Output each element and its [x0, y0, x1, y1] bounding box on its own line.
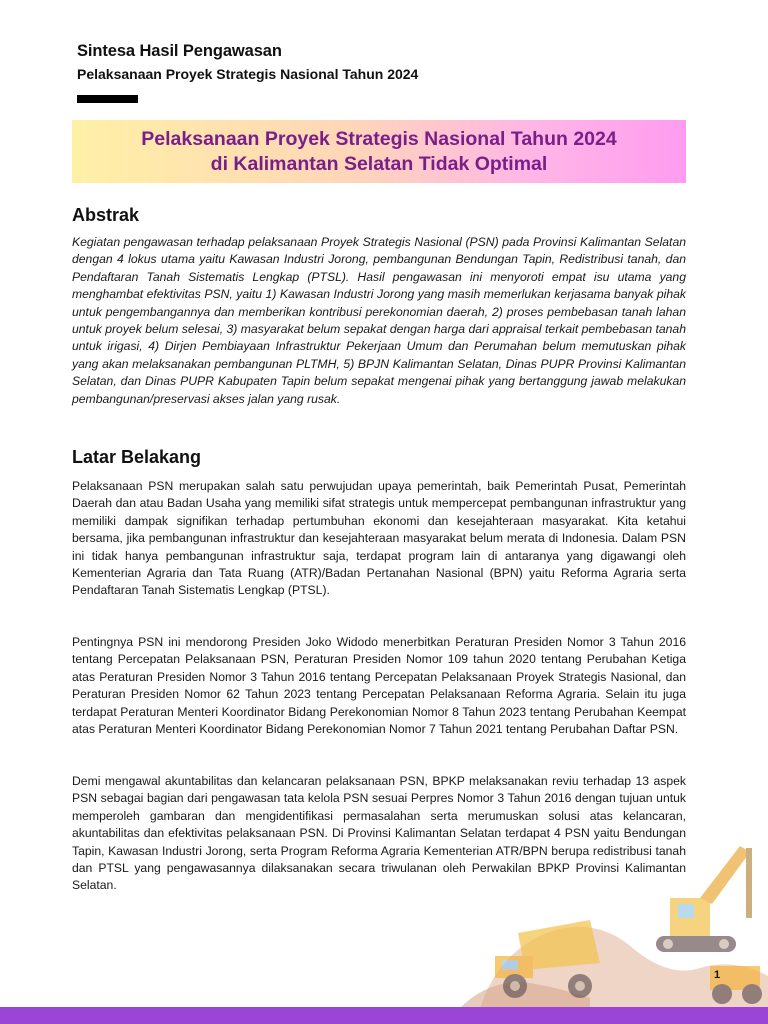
footer-bar: [0, 1007, 768, 1024]
background-paragraph-1: Pelaksanaan PSN merupakan salah satu perwujudan upaya pemerintah, baik Pemerintah Pusat, Pemerintah Daerah dan atau Badan Usaha yang memiliki sifat strategis untuk mempercepat pembangunan infrastruktur yang memiliki dampak signifikan terhadap pertumbuhan ekonomi dan kesejahteraan masyarakat. Kita ketahui bersama, jika pembangunan infrastruktur dan kesejahteraan masyarakat belum merata di Indonesia. Dalam PSN ini tidak hanya pembangunan infrastruktur saja, terdapat program lain di antaranya yang digawangi oleh Kementerian Agraria dan Tata Ruang (ATR)/Badan Pertanahan Nasional (BPN) yaitu Reforma Agraria serta Pendaftaran Tanah Sistematis Lengkap (PTSL).: [72, 479, 686, 598]
abstract-text: Kegiatan pengawasan terhadap pelaksanaan Proyek Strategis Nasional (PSN) pada Provinsi Kalimantan Selatan dengan 4 lokus utama yaitu Kawasan Industri Jorong, pembangunan Bendungan Tapin, Redistribusi tanah, dan Pendaftaran Tanah Sistematis Lengkap (PTSL). Hasil pengawasan ini menyoroti empat isu utama yang menghambat efektivitas PSN, yaitu 1) Kawasan Industri Jorong yang masih memerlukan kerjasama banyak pihak untuk pengembangannya dan memberikan kontribusi perekonomian daerah, 2) proses pembebasan tanah lahan untuk proyek belum selesai, 3) masyarakat belum sepakat dengan harga dari appraisal terkait pembebasan tanah untuk irigasi, 4) Dirjen Pembiayaan Infrastruktur Pekerjaan Umum dan Perumahan belum memutuskan pihak yang akan melaksanakan pembangunan PLTMH, 5) BPJN Kalimantan Selatan, Dinas PUPR Provinsi Kalimantan Selatan, dan Dinas PUPR Kabupaten Tapin belum sepakat mengenai pihak yang bertanggung jawab melakukan pembangunan/preservasi akses jalan yang rusak.: [72, 235, 686, 406]
document-series-subtitle: Pelaksanaan Proyek Strategis Nasional Tahun 2024: [77, 66, 419, 82]
title-banner: [72, 120, 686, 183]
background-heading: Latar Belakang: [72, 447, 202, 467]
abstract-heading: Abstrak: [72, 205, 140, 225]
page-number: 1: [714, 969, 721, 981]
background-paragraph-3: Demi mengawal akuntabilitas dan kelancaran pelaksanaan PSN, BPKP melaksanakan reviu terhadap 13 aspek PSN sebagai bagian dari pengawasan tata kelola PSN sesuai Perpres Nomor 3 Tahun 2016 dengan tujuan untuk memperoleh gambaran dan mengidentifikasi permasalahan serta merumuskan solusi atas kelancaran, akuntabilitas dan efektivitas pelaksanaan PSN. Di Provinsi Kalimantan Selatan terdapat 4 PSN yaitu Bendungan Tapin, Kawasan Industri Jorong, serta Program Reforma Agraria Kementerian ATR/BPN berupa redistribusi tanah dan PTSL yang pengawasannya dilaksanakan secara triwulanan oleh Perwakilan BPKP Provinsi Kalimantan Selatan.: [72, 774, 686, 893]
document-series-title: Sintesa Hasil Pengawasan: [77, 42, 282, 60]
background-paragraph-2: Pentingnya PSN ini mendorong Presiden Joko Widodo menerbitkan Peraturan Presiden Nomor 3 Tahun 2016 tentang Percepatan Pelaksanaan PSN, Peraturan Presiden Nomor 109 tahun 2020 tentang Perubahan Ketiga atas Peraturan Presiden Nomor 3 Tahun 2016 tentang Percepatan Pelaksanaan Proyek Strategis Nasional, dan Peraturan Presiden Nomor 62 Tahun 2023 tentang Percepatan Pelaksanaan Reforma Agraria. Selain itu juga terdapat Peraturan Menteri Koordinator Bidang Perekonomian Nomor 8 Tahun 2023 tentang Perubahan Keempat atas Peraturan Menteri Koordinator Bidang Perekonomian Nomor 7 Tahun 2021 tentang Perubahan Daftar PSN.: [72, 635, 686, 737]
page-title-line-2: di Kalimantan Selatan Tidak Optimal: [210, 152, 548, 175]
construction-machinery-illustration: [460, 838, 768, 1008]
page-title-line-1: Pelaksanaan Proyek Strategis Nasional Tahun 2024: [141, 127, 617, 150]
header-accent-bar: [77, 95, 138, 103]
